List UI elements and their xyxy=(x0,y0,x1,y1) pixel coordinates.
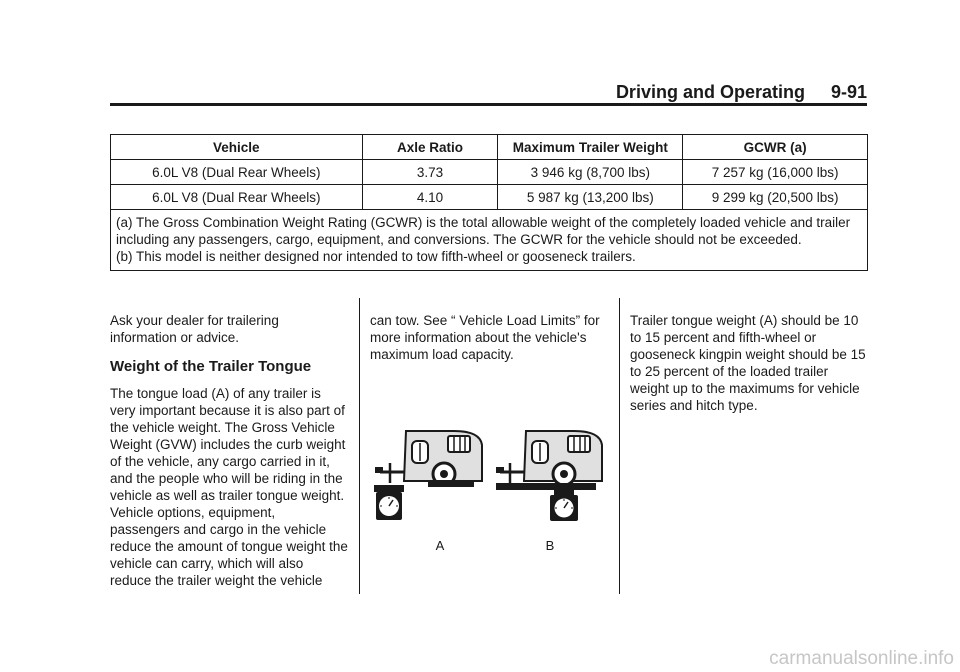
header-vehicle: Vehicle xyxy=(111,135,363,160)
header-rule xyxy=(110,103,867,106)
section-title: Driving and Operating xyxy=(615,82,805,102)
page-header xyxy=(110,80,867,104)
section-heading: Weight of the Trailer Tongue xyxy=(110,358,312,375)
cell-vehicle: 6.0L V8 (Dual Rear Wheels) xyxy=(111,185,363,210)
cell-gcwr: 7 257 kg (16,000 lbs) xyxy=(683,160,868,185)
figure-label-b: B xyxy=(545,538,555,553)
table-notes xyxy=(111,210,868,271)
text-column-3 xyxy=(630,312,868,426)
note-a: (a) The Gross Combination Weight Rating (GCWR) is the total allowable weight of the completely loaded vehicle and trailer including any passengers, cargo, equipment, and conversions. The GCWR for the vehicle should not be exceeded. xyxy=(116,215,851,247)
note-b: (b) This model is neither designed nor intended to tow fifth-wheel or gooseneck trailers. xyxy=(116,249,636,264)
header-axle-ratio: Axle Ratio xyxy=(362,135,498,160)
intro-paragraph: Ask your dealer for trailering information or advice. xyxy=(110,313,279,345)
body-paragraph: can tow. See “ Vehicle Load Limits” for more information about the vehicle's maximum load capacity. xyxy=(370,313,600,362)
cell-vehicle: 6.0L V8 (Dual Rear Wheels) xyxy=(111,160,363,185)
table-row xyxy=(111,160,868,185)
watermark: carmanualsonline.info xyxy=(769,648,954,669)
page-number: 9-91 xyxy=(830,82,867,102)
column-divider xyxy=(619,298,620,594)
table-notes-row xyxy=(111,210,868,271)
header-max-trailer-weight: Maximum Trailer Weight xyxy=(498,135,683,160)
trailer-b-illustration xyxy=(496,431,602,521)
table-header-row xyxy=(111,135,868,160)
cell-gcwr: 9 299 kg (20,500 lbs) xyxy=(683,185,868,210)
body-paragraph: The tongue load (A) of any trailer is very important because it is also part of the vehicle weight. The Gross Vehicle Weight (GVW) includes the curb weight of the vehicle, any cargo carried in it, and the people who will be riding in the vehicle as well as trailer tongue weight. Vehicle options, equipment, passengers and cargo in the vehicle reduce the amount of tongue weight the vehicle can carry, which will also reduce the trailer weight the vehicle xyxy=(110,386,348,588)
text-column-1 xyxy=(110,312,348,601)
trailer-weight-table xyxy=(110,134,868,271)
header-gcwr: GCWR (a) xyxy=(683,135,868,160)
tongue-weight-illustration xyxy=(372,423,608,555)
column-divider xyxy=(359,298,360,594)
body-paragraph: Trailer tongue weight (A) should be 10 to 15 percent and fifth-wheel or gooseneck kingpin weight should be 15 to 25 percent of the loaded trailer weight up to the maximums for vehicle series and hitch type. xyxy=(630,313,866,413)
figure-label-a: A xyxy=(435,538,445,553)
table-row xyxy=(111,185,868,210)
cell-axle-ratio: 3.73 xyxy=(362,160,498,185)
cell-axle-ratio: 4.10 xyxy=(362,185,498,210)
trailer-diagram xyxy=(372,423,608,555)
cell-max-trailer-weight: 3 946 kg (8,700 lbs) xyxy=(498,160,683,185)
text-column-2 xyxy=(370,312,608,375)
cell-max-trailer-weight: 5 987 kg (13,200 lbs) xyxy=(498,185,683,210)
trailer-a-illustration xyxy=(374,431,482,520)
